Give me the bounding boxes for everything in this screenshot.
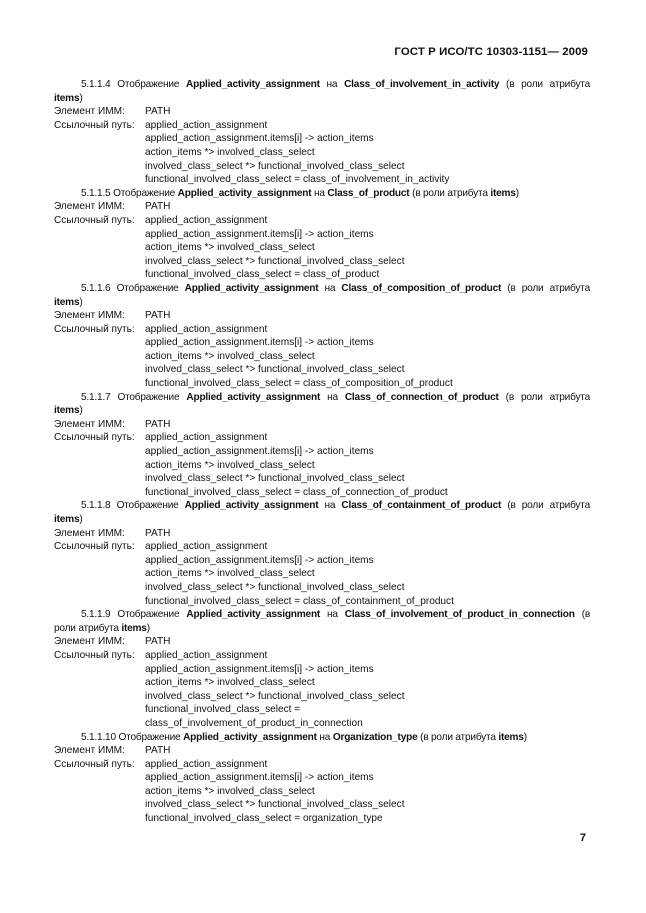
- role-attribute: items: [54, 514, 80, 525]
- path-label: Ссылочный путь:: [54, 649, 135, 661]
- document-body: [54, 78, 590, 826]
- element-row: [54, 105, 590, 119]
- section-number: 5.1.1.5: [81, 187, 111, 199]
- mapping-section: [54, 391, 590, 500]
- target-entity: Class_of_connection_of_product: [344, 391, 499, 403]
- path-line: action_items *> involved_class_select: [145, 568, 315, 580]
- element-row: [54, 744, 590, 758]
- section-heading: 5.1.1.9 Отображение Applied_activity_assignment на Class_of_involvement_of_product_in_connection (в роли атрибута items): [54, 609, 591, 634]
- path-line: applied_action_assignment.items[i] -> action_items: [145, 772, 374, 784]
- element-label: Элемент ИММ:: [54, 418, 125, 430]
- path-line: action_items *> involved_class_select: [145, 242, 315, 254]
- section-number: 5.1.1.6: [81, 282, 111, 294]
- document-header: ГОСТ Р ИСО/ТС 10303-1151— 2009: [394, 46, 588, 58]
- section-heading: 5.1.1.7 Отображение Applied_activity_assignment на Class_of_connection_of_product (в роли атрибута items): [54, 391, 591, 417]
- path-line: action_items *> involved_class_select: [145, 350, 315, 362]
- element-label: Элемент ИММ:: [54, 636, 125, 648]
- path-line: applied_action_assignment: [145, 541, 268, 553]
- role-attribute: items: [54, 92, 80, 104]
- path-line: functional_involved_class_select = class_of_containment_of_product: [145, 595, 454, 607]
- path-line: involved_class_select *> functional_involved_class_select: [145, 473, 405, 485]
- section-heading: 5.1.1.10 Отображение Applied_activity_assignment на Organization_type (в роли атрибута items): [81, 731, 527, 743]
- path-line: class_of_involvement_of_product_in_connection: [145, 717, 363, 729]
- role-attribute: items: [121, 622, 147, 634]
- element-value: PATH: [145, 636, 171, 648]
- path-line: applied_action_assignment.items[i] -> action_items: [145, 228, 374, 240]
- mapping-section: [54, 499, 590, 608]
- path-line: functional_involved_class_select = class_of_involvement_in_activity: [145, 174, 450, 186]
- path-line: action_items *> involved_class_select: [145, 677, 315, 689]
- mapping-section: [54, 78, 590, 187]
- section-number: 5.1.1.9: [81, 609, 111, 621]
- path-line: functional_involved_class_select =: [145, 704, 301, 716]
- path-label: Ссылочный путь:: [54, 214, 135, 226]
- source-entity: Applied_activity_assignment: [177, 187, 312, 199]
- path-line: applied_action_assignment.items[i] -> action_items: [145, 554, 374, 566]
- path-line: involved_class_select *> functional_involved_class_select: [145, 255, 405, 267]
- element-label: Элемент ИММ:: [54, 201, 125, 213]
- element-row: [54, 418, 590, 432]
- path-label: Ссылочный путь:: [54, 119, 135, 131]
- path-row: [54, 323, 590, 337]
- section-heading: 5.1.1.6 Отображение Applied_activity_assignment на Class_of_composition_of_product (в роли атрибута items): [54, 282, 590, 308]
- element-label: Элемент ИММ:: [54, 745, 125, 757]
- path-line: action_items *> involved_class_select: [145, 459, 315, 471]
- path-line: applied_action_assignment: [145, 649, 268, 661]
- path-line: involved_class_select *> functional_involved_class_select: [145, 364, 405, 376]
- element-value: PATH: [145, 310, 171, 322]
- role-attribute: items: [490, 187, 516, 199]
- source-entity: Applied_activity_assignment: [184, 282, 319, 294]
- section-number: 5.1.1.10: [81, 731, 116, 743]
- mapping-section: [54, 282, 590, 391]
- path-row: [54, 758, 590, 772]
- element-label: Элемент ИММ:: [54, 106, 125, 118]
- path-line: involved_class_select *> functional_involved_class_select: [145, 160, 405, 172]
- element-label: Элемент ИММ:: [54, 310, 125, 322]
- path-line: applied_action_assignment: [145, 323, 268, 335]
- section-heading: 5.1.1.5 Отображение Applied_activity_assignment на Class_of_product (в роли атрибута items): [81, 187, 519, 199]
- path-line: action_items *> involved_class_select: [145, 146, 315, 158]
- element-row: [54, 527, 590, 541]
- path-line: applied_action_assignment: [145, 119, 268, 131]
- target-entity: Class_of_containment_of_product: [341, 500, 502, 512]
- path-label: Ссылочный путь:: [54, 541, 135, 553]
- path-row: [54, 119, 590, 133]
- path-line: applied_action_assignment.items[i] -> action_items: [145, 133, 374, 145]
- path-row: [54, 431, 590, 445]
- section-number: 5.1.1.8: [81, 500, 111, 512]
- source-entity: Applied_activity_assignment: [183, 731, 317, 743]
- target-entity: Class_of_involvement_in_activity: [344, 79, 500, 90]
- path-line: action_items *> involved_class_select: [145, 785, 315, 797]
- section-heading: 5.1.1.8 Отображение Applied_activity_assignment на Class_of_containment_of_product (в роли атрибута items): [54, 500, 591, 525]
- element-value: PATH: [145, 527, 171, 539]
- element-value: PATH: [145, 745, 171, 757]
- mapping-section: [54, 608, 590, 730]
- element-label: Элемент ИММ:: [54, 527, 125, 539]
- section-number: 5.1.1.7: [81, 391, 111, 403]
- section-number: 5.1.1.4: [81, 79, 111, 90]
- mapping-section: [54, 731, 590, 826]
- path-line: applied_action_assignment: [145, 214, 268, 226]
- path-line: functional_involved_class_select = class_of_product: [145, 269, 380, 281]
- element-value: PATH: [145, 418, 171, 430]
- path-line: applied_action_assignment.items[i] -> action_items: [145, 663, 374, 675]
- path-line: functional_involved_class_select = organization_type: [145, 813, 383, 825]
- section-heading: 5.1.1.4 Отображение Applied_activity_assignment на Class_of_involvement_in_activity (в роли атрибута items): [54, 79, 591, 104]
- element-row: [54, 635, 590, 649]
- path-line: involved_class_select *> functional_involved_class_select: [145, 690, 405, 702]
- path-label: Ссылочный путь:: [54, 758, 135, 770]
- path-line: functional_involved_class_select = class_of_composition_of_product: [145, 378, 453, 390]
- path-line: applied_action_assignment.items[i] -> action_items: [145, 337, 374, 349]
- path-line: involved_class_select *> functional_involved_class_select: [145, 581, 405, 593]
- path-label: Ссылочный путь:: [54, 432, 135, 444]
- path-line: applied_action_assignment.items[i] -> action_items: [145, 446, 374, 458]
- element-row: [54, 309, 590, 323]
- path-row: [54, 649, 590, 663]
- role-attribute: items: [498, 731, 524, 743]
- page-number: 7: [579, 832, 586, 844]
- path-line: applied_action_assignment: [145, 432, 268, 444]
- element-row: [54, 200, 590, 214]
- target-entity: Class_of_composition_of_product: [341, 282, 502, 294]
- element-value: PATH: [145, 201, 171, 213]
- target-entity: Class_of_product: [327, 187, 410, 199]
- mapping-section: [54, 187, 590, 282]
- source-entity: Applied_activity_assignment: [186, 79, 320, 90]
- element-value: PATH: [145, 106, 171, 118]
- role-attribute: items: [54, 405, 80, 417]
- path-line: functional_involved_class_select = class_of_connection_of_product: [145, 486, 448, 498]
- source-entity: Applied_activity_assignment: [186, 609, 321, 621]
- target-entity: Organization_type: [332, 731, 418, 743]
- path-row: [54, 214, 590, 228]
- path-line: involved_class_select *> functional_involved_class_select: [145, 799, 405, 811]
- path-line: applied_action_assignment: [145, 758, 268, 770]
- path-label: Ссылочный путь:: [54, 323, 135, 335]
- source-entity: Applied_activity_assignment: [184, 500, 319, 512]
- path-row: [54, 540, 590, 554]
- role-attribute: items: [54, 296, 80, 308]
- target-entity: Class_of_involvement_of_product_in_connection: [344, 609, 575, 621]
- source-entity: Applied_activity_assignment: [186, 391, 321, 403]
